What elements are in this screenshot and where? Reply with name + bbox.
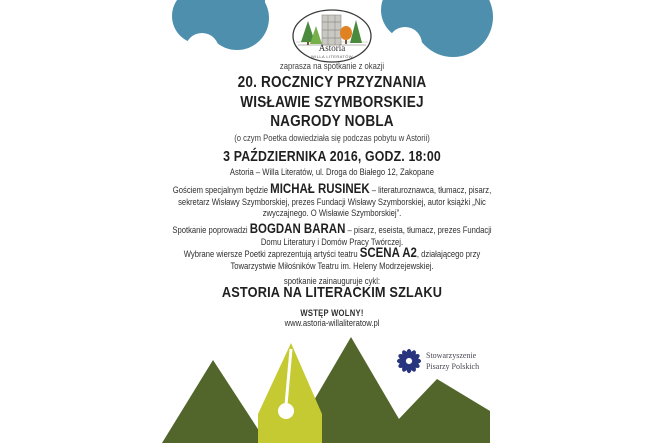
theatre-prefix: Wybrane wiersze Poetki zaprezentują artyści teatru <box>183 249 360 259</box>
free-admission-line: WSTĘP WOLNY! <box>300 308 364 318</box>
cycle-intro: spotkanie zainauguruje cykl: <box>283 276 381 286</box>
event-datetime: 3 PAŹDZIERNIKA 2016, GODZ. 18:00 <box>223 149 441 165</box>
website-url: www.astoria-willaliteratow.pl <box>284 318 380 328</box>
cycle-title: ASTORIA NA LITERACKIM SZLAKU <box>221 284 443 301</box>
partner-logo-caption <box>426 351 516 372</box>
guest-paragraph <box>171 183 494 220</box>
theatre-name: SCENA A2 <box>359 245 417 260</box>
event-venue: Astoria – Willa Literatów, ul. Droga do Białego 12, Zakopane <box>229 167 435 177</box>
partner-line-2: Pisarzy Polskich <box>426 361 480 371</box>
guest-prefix: Gościem specjalnym będzie <box>172 185 271 195</box>
poster-text-column <box>171 0 494 443</box>
host-prefix: Spotkanie poprowadzi <box>172 225 250 235</box>
poster-title <box>171 73 494 132</box>
title-line-2: WISŁAWIE SZYMBORSKIEJ <box>240 93 424 111</box>
guest-name: MICHAŁ RUSINEK <box>270 181 370 196</box>
invitation-line: zaprasza na spotkanie z okazji <box>279 61 385 71</box>
title-note: (o czym Poetka dowiedziała się podczas pobytu w Astorii) <box>234 133 430 143</box>
host-name: BOGDAN BARAN <box>249 221 346 236</box>
title-line-1: 20. ROCZNICY PRZYZNANIA <box>237 74 427 91</box>
host-description: – pisarz, eseista, tłumacz, prezes Fundacji Domu Literatury i Domów Pracy Twórczej. <box>260 225 492 247</box>
theatre-description: , działającego przy Towarzystwie Miłośników Teatru im. Heleny Modrzejewskiej. <box>230 249 481 271</box>
astoria-logo-subtitle: WILLA LITERATÓW <box>311 54 353 59</box>
title-line-3: NAGRODY NOBLA <box>270 113 394 130</box>
astoria-logo-title: Astoria <box>318 43 346 53</box>
guest-description: – literaturoznawca, tłumacz, pisarz, sekretarz Wisławy Szymborskiej, prezes Fundacji Wisławy Szymborskiej, autor książki „Nic zwyczajnego. O Wisławie Szymborskiej”. <box>178 185 492 218</box>
theatre-paragraph <box>171 247 494 272</box>
partner-line-1: Stowarzyszenie <box>426 351 477 360</box>
host-paragraph <box>171 223 494 248</box>
